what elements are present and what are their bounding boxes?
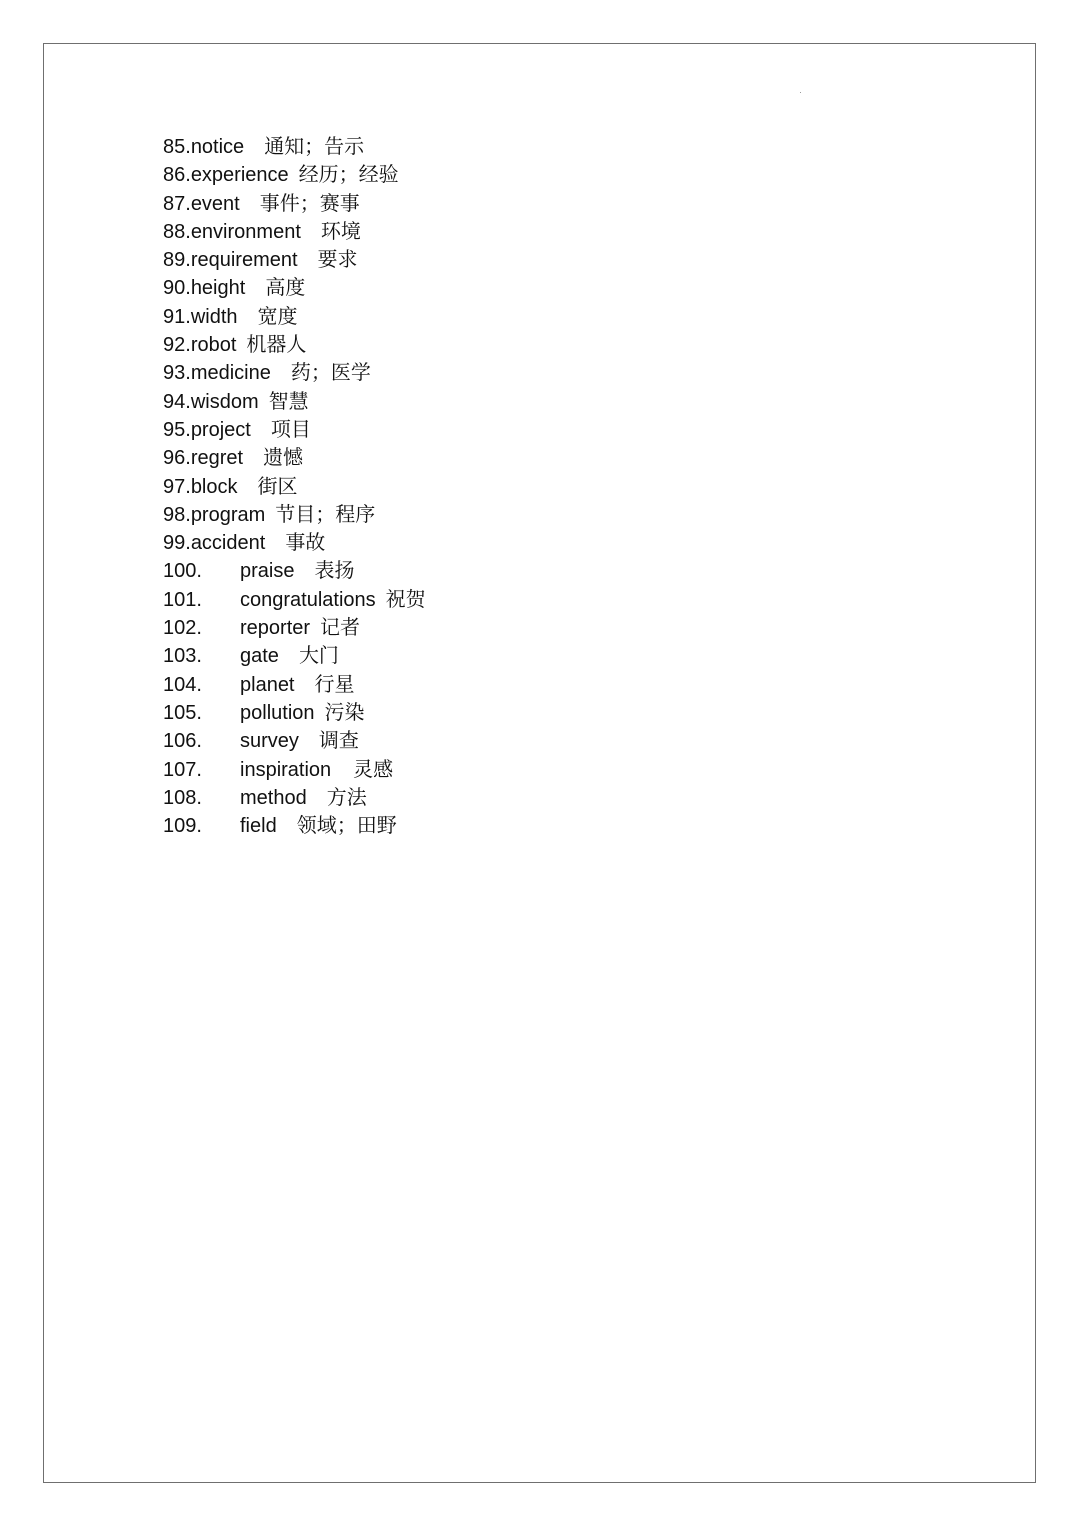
entry-number: 105. (163, 701, 202, 724)
entry-meaning: 药；医学 (290, 360, 371, 385)
vocab-entry (163, 245, 426, 273)
entry-meaning: 经历；经验 (298, 162, 399, 187)
entry-word: notice (190, 136, 245, 158)
vocab-entry (163, 698, 426, 726)
vocab-entry (163, 500, 426, 528)
entry-word: method (240, 786, 307, 809)
entry-word: field (240, 815, 277, 838)
entry-meaning: 环境 (320, 218, 361, 243)
entry-number: 91. (163, 305, 191, 328)
entry-meaning: 要求 (317, 247, 358, 272)
entry-meaning: 行星 (314, 671, 355, 696)
entry-number: 90. (163, 277, 191, 300)
entry-word: medicine (190, 362, 271, 385)
vocab-entry (163, 613, 426, 641)
entry-number: 93. (163, 362, 191, 385)
entry-number: 88. (163, 220, 191, 243)
entry-word: accident (190, 532, 266, 555)
entry-word: environment (190, 220, 301, 243)
entry-word: reporter (240, 617, 311, 640)
entry-word: robot (190, 334, 237, 357)
vocab-entry (163, 726, 426, 754)
vocab-entry (163, 132, 426, 160)
entry-meaning: 宽度 (257, 303, 298, 328)
vocab-entry (163, 811, 426, 839)
entry-number: 98. (163, 503, 191, 526)
entry-meaning: 大门 (298, 643, 339, 668)
entry-number: 99. (163, 532, 191, 555)
vocab-entry (163, 358, 426, 386)
entry-number: 107. (163, 758, 202, 781)
entry-number: 103. (163, 645, 202, 668)
entry-number: 87. (163, 192, 191, 215)
entry-number: 97. (163, 475, 191, 498)
entry-number: 96. (163, 447, 191, 470)
entry-word: wisdom (190, 390, 259, 413)
entry-word: regret (190, 447, 244, 470)
entry-word: congratulations (240, 588, 376, 611)
entry-word: praise (240, 560, 295, 583)
vocab-entry (163, 641, 426, 669)
entry-meaning: 项目 (270, 416, 311, 441)
entry-number: 104. (163, 673, 202, 696)
entry-meaning: 事件；赛事 (259, 190, 360, 215)
vocabulary-list (163, 132, 426, 839)
entry-number: 92. (163, 334, 191, 357)
entry-word: planet (240, 673, 295, 696)
entry-word: program (190, 503, 266, 526)
entry-number: 109. (163, 815, 202, 838)
entry-meaning: 街区 (257, 473, 298, 498)
entry-meaning: 高度 (265, 275, 306, 300)
entry-meaning: 事故 (285, 530, 326, 555)
entry-number: 85. (163, 136, 191, 158)
entry-word: gate (240, 645, 279, 668)
vocab-entry (163, 585, 426, 613)
entry-word: requirement (190, 249, 298, 272)
entry-meaning: 机器人 (246, 332, 307, 357)
entry-word: inspiration (240, 758, 332, 781)
entry-number: 100. (163, 560, 202, 583)
entry-number: 106. (163, 730, 202, 753)
vocab-entry (163, 387, 426, 415)
entry-meaning: 污染 (324, 699, 365, 724)
vocab-entry (163, 556, 426, 584)
entry-number: 108. (163, 786, 202, 809)
entry-meaning: 智慧 (268, 388, 309, 413)
entry-meaning: 节目；程序 (275, 501, 376, 526)
vocab-entry (163, 273, 426, 301)
entry-meaning: 遗憾 (263, 445, 304, 470)
entry-meaning: 调查 (318, 728, 359, 753)
vocab-entry (163, 528, 426, 556)
entry-word: width (190, 305, 238, 328)
vocab-entry (163, 755, 426, 783)
entry-word: experience (190, 164, 289, 187)
entry-word: survey (240, 730, 299, 753)
entry-word: project (190, 418, 251, 441)
entry-number: 94. (163, 390, 191, 413)
vocab-entry (163, 472, 426, 500)
vocab-entry (163, 302, 426, 330)
vocab-entry (163, 415, 426, 443)
vocab-entry (163, 330, 426, 358)
entry-meaning: 祝贺 (385, 586, 426, 611)
entry-word: pollution (240, 701, 315, 724)
vocab-entry (163, 670, 426, 698)
vocab-entry (163, 217, 426, 245)
entry-meaning: 表扬 (314, 558, 355, 583)
entry-number: 89. (163, 249, 191, 272)
entry-meaning: 灵感 (353, 756, 394, 781)
entry-number: 86. (163, 164, 191, 187)
vocab-entry (163, 189, 426, 217)
scan-speck (800, 92, 801, 93)
entry-meaning: 方法 (326, 784, 367, 809)
entry-meaning: 领域；田野 (296, 813, 397, 838)
entry-word: event (190, 192, 240, 215)
vocab-entry (163, 783, 426, 811)
entry-meaning: 通知；告示 (264, 134, 365, 158)
entry-word: block (190, 475, 238, 498)
entry-number: 102. (163, 617, 202, 640)
entry-meaning: 记者 (320, 615, 361, 640)
vocab-entry (163, 443, 426, 471)
vocab-entry (163, 160, 426, 188)
entry-number: 101. (163, 588, 202, 611)
entry-number: 95. (163, 418, 191, 441)
entry-word: height (190, 277, 246, 300)
